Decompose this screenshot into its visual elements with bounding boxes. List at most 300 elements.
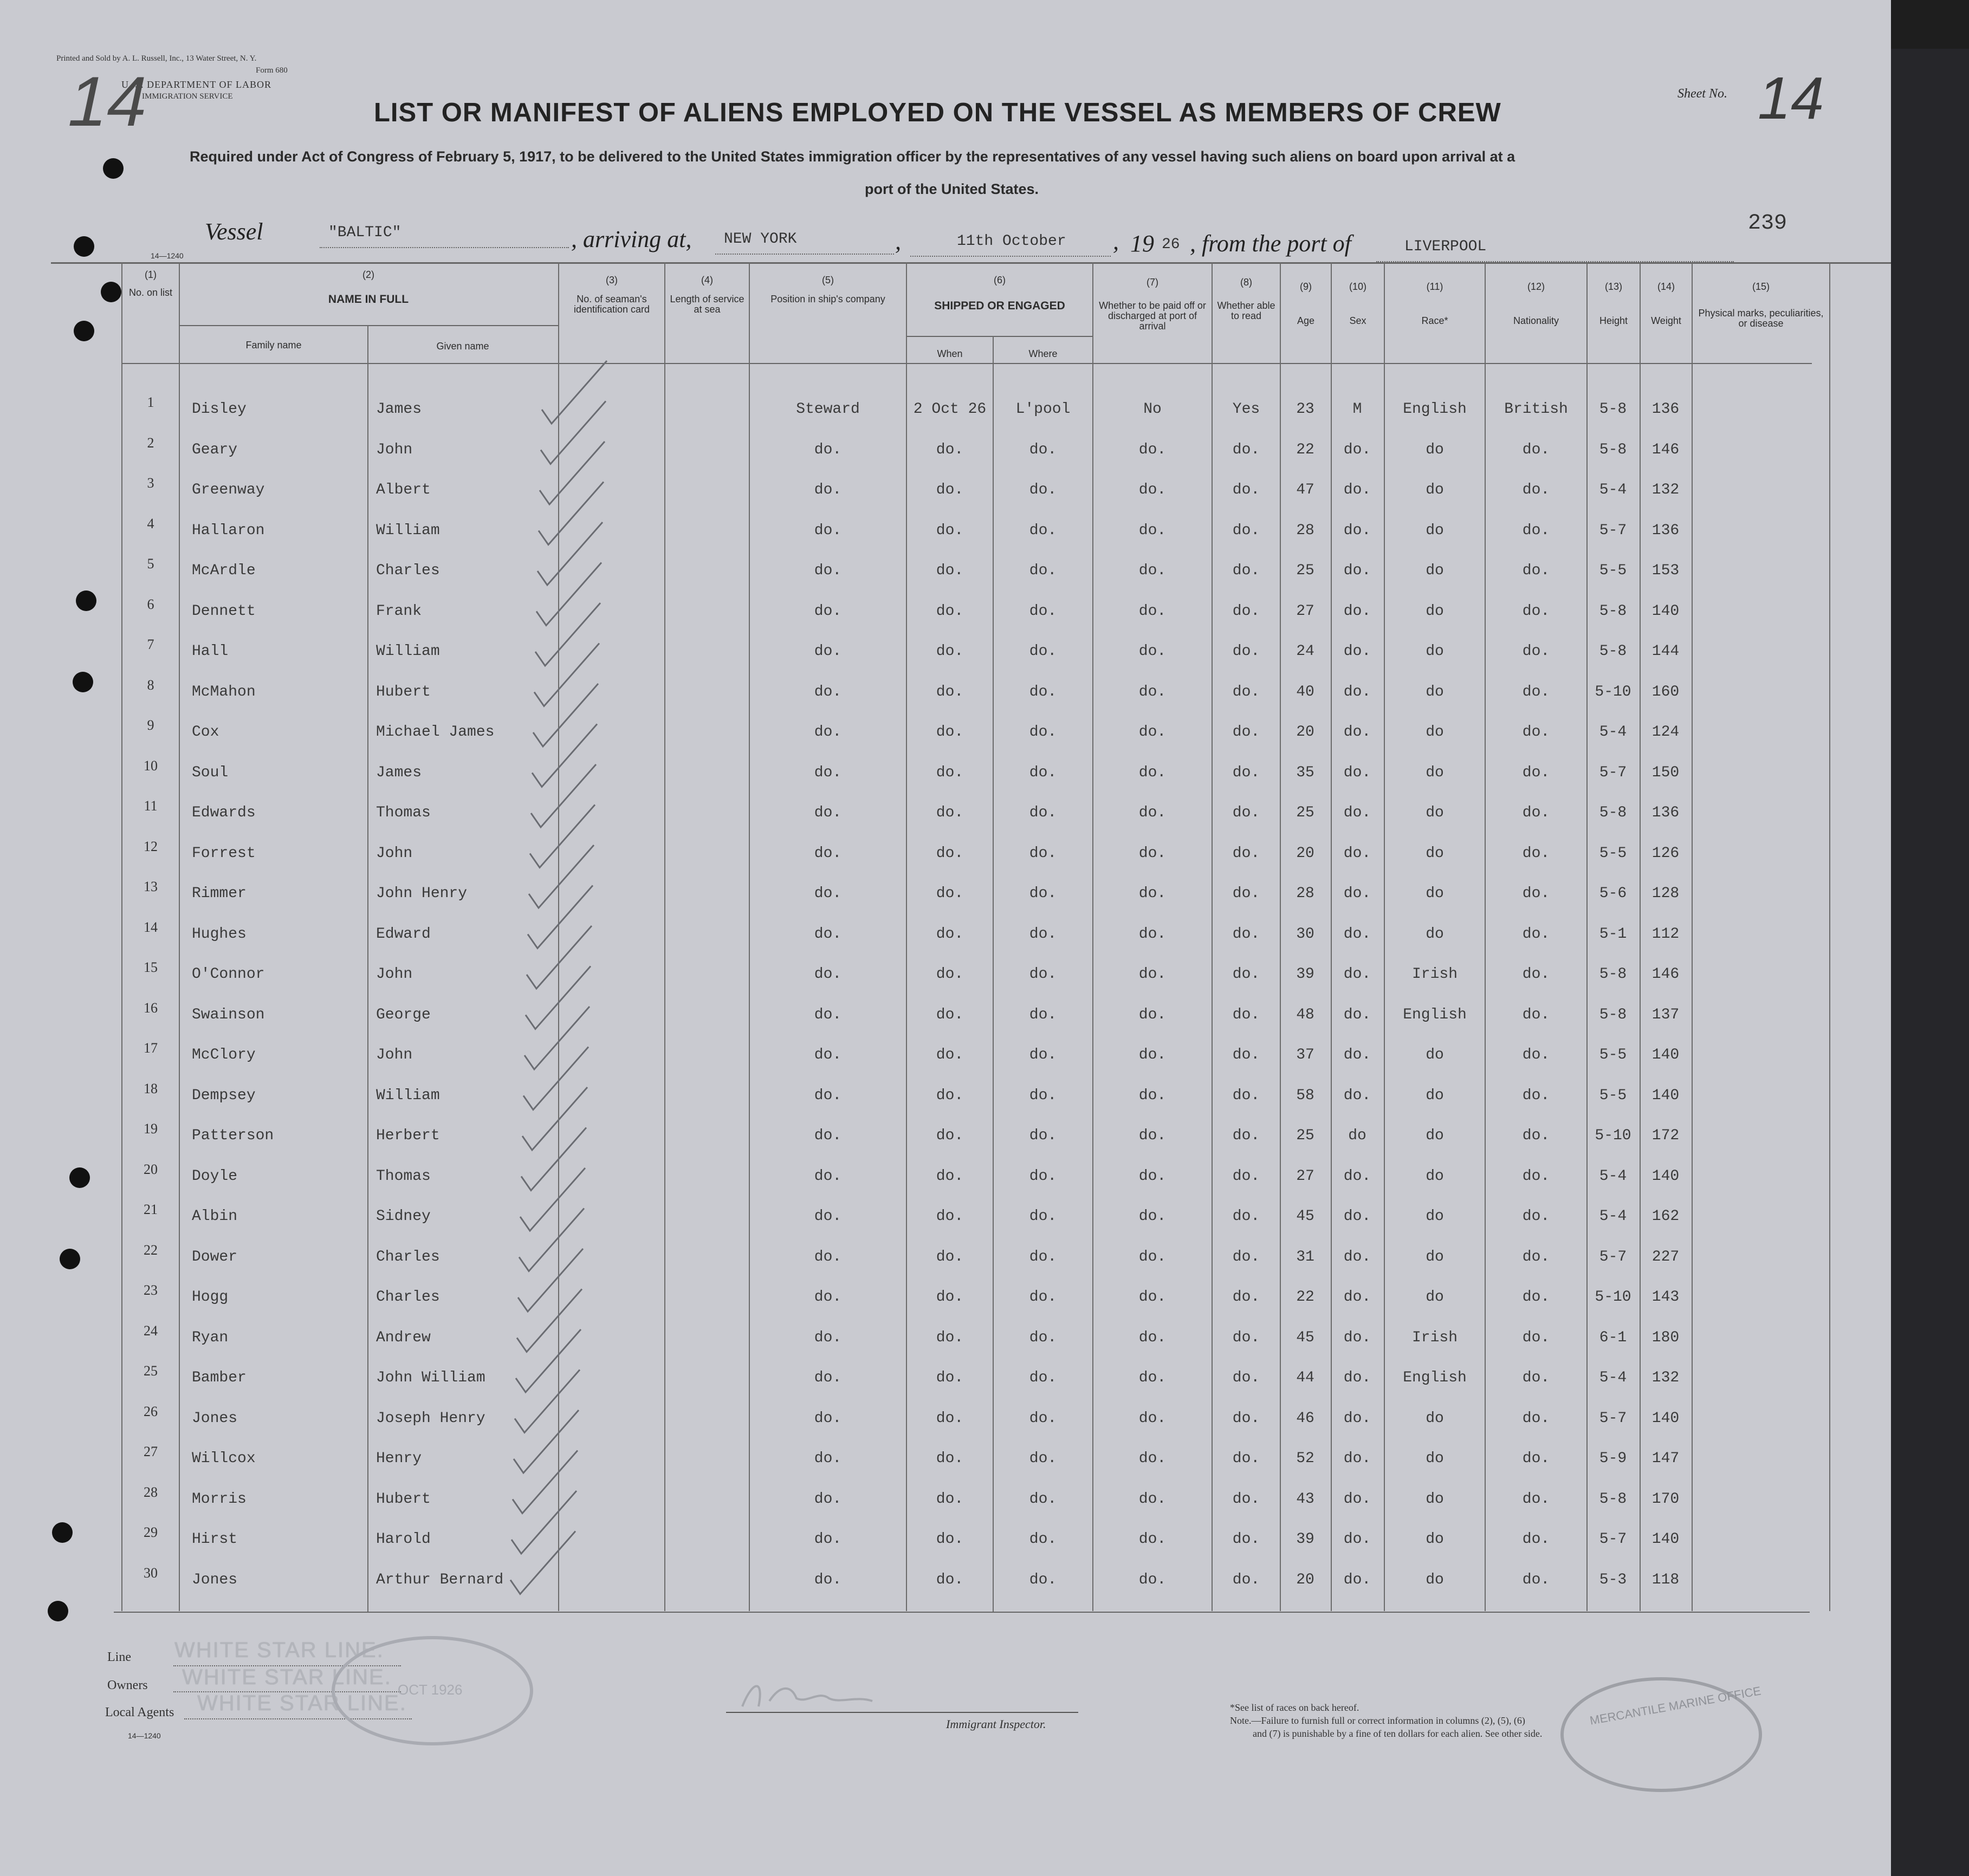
vessel-name: "BALTIC": [328, 224, 401, 241]
penalty-note-line1: Note.—Failure to furnish full or correct information in columns (2), (5), (6): [1230, 1715, 1525, 1726]
sex: do.: [1343, 1490, 1371, 1508]
given-name: James: [376, 764, 422, 781]
age: 28: [1296, 885, 1314, 902]
able-to-read: do.: [1232, 1450, 1260, 1467]
family-name: McMahon: [192, 683, 256, 700]
given-name: Hubert: [376, 683, 431, 700]
nationality: do.: [1522, 966, 1550, 983]
paid-off: do.: [1138, 482, 1167, 498]
family-name-header: Family name: [245, 340, 302, 350]
inspector-label: Immigrant Inspector.: [946, 1717, 1046, 1731]
departure-port: LIVERPOOL: [1404, 238, 1487, 255]
arrival-date: 11th October: [957, 233, 1066, 250]
col8-header: (8) Whether able to read: [1217, 277, 1275, 321]
given-name: Arthur Bernard: [376, 1571, 504, 1588]
race: do: [1426, 643, 1444, 660]
given-name: Herbert: [376, 1127, 440, 1144]
form-code: 14—1240: [151, 251, 184, 260]
age: 30: [1296, 925, 1314, 943]
able-to-read: do.: [1232, 1490, 1260, 1508]
check-mark: [527, 926, 592, 989]
row-number: 15: [144, 959, 158, 975]
paid-off: do.: [1138, 1410, 1167, 1427]
height: 5-8: [1599, 1006, 1627, 1023]
shipped-when: do.: [936, 925, 964, 943]
position: do.: [814, 1571, 842, 1588]
row-number: 13: [144, 879, 158, 894]
row-number: 16: [144, 999, 158, 1016]
able-to-read: do.: [1232, 441, 1260, 458]
row-number: 7: [147, 637, 154, 652]
given-name: Joseph Henry: [376, 1410, 485, 1427]
family-name: Edwards: [192, 804, 256, 821]
check-mark: [521, 1128, 586, 1191]
sheet-label: Sheet No.: [1677, 87, 1727, 101]
age: 37: [1296, 1047, 1314, 1063]
able-to-read: do.: [1232, 1369, 1260, 1386]
race: do: [1426, 1531, 1444, 1548]
race: do: [1426, 683, 1444, 700]
sex: do.: [1343, 925, 1371, 943]
paid-off: do.: [1138, 1047, 1167, 1063]
able-to-read: do.: [1232, 602, 1260, 620]
check-mark: [513, 1451, 578, 1514]
age: 22: [1296, 441, 1314, 458]
given-name: Thomas: [376, 804, 431, 821]
race: do: [1426, 482, 1444, 498]
sex: do.: [1343, 1208, 1371, 1225]
position: do.: [814, 724, 842, 741]
race: do: [1426, 562, 1444, 579]
able-to-read: do.: [1232, 482, 1260, 498]
age: 39: [1296, 966, 1314, 983]
position: do.: [814, 1167, 842, 1185]
shipped-where: do.: [1029, 1208, 1057, 1225]
age: 58: [1296, 1087, 1314, 1104]
race: English: [1403, 1006, 1467, 1023]
weight: 132: [1651, 482, 1680, 498]
shipped-when: do.: [936, 1369, 964, 1386]
family-name: Swainson: [192, 1006, 265, 1023]
nationality: do.: [1522, 1127, 1550, 1144]
vessel-label: Vessel: [205, 218, 263, 245]
check-mark: [532, 724, 597, 787]
col2-header: (2) NAME IN FULL: [328, 269, 409, 306]
sex: do.: [1343, 764, 1371, 781]
family-name: Hirst: [192, 1531, 238, 1548]
race: do: [1426, 925, 1444, 943]
position: do.: [814, 1047, 842, 1063]
shipped-when: do.: [936, 804, 964, 821]
position: do.: [814, 482, 842, 498]
sex: do.: [1343, 522, 1371, 539]
shipped-where: do.: [1029, 602, 1057, 620]
nationality: do.: [1522, 1450, 1550, 1467]
weight: 132: [1651, 1369, 1680, 1386]
family-name: Hallaron: [192, 522, 265, 539]
nationality: do.: [1522, 724, 1550, 741]
check-mark: [535, 603, 600, 666]
row-number: 30: [144, 1565, 158, 1581]
check-mark: [522, 1087, 587, 1150]
weight: 136: [1651, 804, 1680, 821]
age: 35: [1296, 764, 1314, 781]
family-name: Greenway: [192, 482, 265, 498]
check-mark: [516, 1329, 581, 1392]
given-name: Charles: [376, 1289, 440, 1306]
sex: do.: [1343, 643, 1371, 660]
family-name: Rimmer: [192, 885, 247, 902]
row-number: 10: [144, 757, 158, 774]
col14-header: (14) Weight: [1651, 281, 1681, 326]
footer-form-code: 14—1240: [128, 1731, 161, 1740]
height: 5-10: [1595, 683, 1631, 700]
nationality: do.: [1522, 683, 1550, 700]
shipped-where: do.: [1029, 441, 1057, 458]
paid-off: do.: [1138, 966, 1167, 983]
age: 39: [1296, 1531, 1314, 1548]
manifest-sheet: Printed and Sold by A. L. Russell, Inc., 13 Water Street, N. Y. Form 680 U. S. DEPARTMENT OF LABOR IMMIGRATION SERVICE 14 Sheet No. 14 LIST OR MANIFEST OF ALIENS EMPLOYED ON THE VESSEL AS MEMBERS OF CREW Required under Act of Congress of February 5, 1917, to be delivered to the United States immigration officer by the representatives of any vessel having such aliens on board upon arrival at a port of the United States. 239 Vessel "BALTIC" , arriving at, NEW YORK , 11th October , 19 26 , from the port of LIVERPOOL 14—1240 (1) No. on list (2) NAME IN FULL Family name Given name (3) No. of seaman's identification card (4) Length of service at sea (5) Position in ship's company (6) SHIPPED OR ENGAGED When Where (7) Whether to be paid off or discharged at port of arrival (8) Whether able to read (9) Age (10) Sex (11) Race* (12) Nationality (13) Height (14) Weight (15) Physical marks, peculiarities, or disease 1 Disley James Steward 2 Oct 26 L'pool No Yes 23 M English British 5-8 136 2 Geary John do. do. do. do. do. 22 do. do do. 5-8 146 3 Greenway Albert do. do. do. do. do. 47 do. do do. 5-4 132 4 Hallaron William do. do. do. do. do. 28 do. do do. 5-7 136 5 McArdle Charles do. do. do. do. do. 25 do. do do. 5-5 153 6 Dennett Frank do. do. do. do. do. 27 do. do do. 5-8 140 7 Hall William do. do. do. do. do. 24 do. do do. 5-8 144 8 McMahon Hubert do. do. do. do. do. 40 do. do do. 5-10 160 9 Cox Michael James do. do. do. do. do. 20 do. do do. 5-4 124 10 Soul James do. do. do. do. do. 35 do. do do. 5-7 150 11 Edwards Thomas do. do. do. do. do. 25 do. do do. 5-8 136 12 Forrest John do. do. do. do. do. 20 do. do do. 5-5 126 13 Rimmer John Henry do. do. do. do. do. 28 do. do do. 5-6 128 14 Hughes Edward do. do. do. do. do. 30 do. do do. 5-1 112 15 O'Connor John do. do. do. do. do. 39 do. Irish do. 5-8 146 16 Swainson George do. do. do. do. do. 48 do. English do. 5-8 137 17 McClory John do. do. do. do. do. 37 do. do do. 5-5 140 18 Dempsey William do. do. do. do. do. 58 do. do do. 5-5 140 19 Patterson Herbert do. do. do. do. do. 25 do do do. 5-10 172 20 Doyle Thomas do. do. do. do. do. 27 do. do do. 5-4 140 21 Albin Sidney do. do. do. do. do. 45 do. do do. 5-4 162 22 Dower Charles do. do. do. do. do. 31 do. do do. 5-7 227 23 Hogg Charles do. do. do. do. do. 22 do. do do. 5-10 143 24 Ryan Andrew do. do. do. do. do. 45 do. Irish do. 6-1 180 25 Bamber John William do. do. do. do. do. 44 do. English do. 5-4 132 26 Jones Joseph Henry do. do. do. do. do. 46 do. do do. 5-7 140 27 Willcox Henry do. do. do. do. do. 52 do. do do. 5-9 147 28 Morris Hubert do. do. do. do. do. 43 do. do do. 5-8 170 29 Hirst Harold do. do. do. do. do. 39 do. do do. 5-7 140 30 Jones Arthur Bernard do. do. do. do. do. 20 do. do do. 5-3 118 Line WHITE STAR LINE. Owners WHITE STAR LINE. Local Agents WHITE STAR LINE. 14—1240 OCT 1926 Immigrant Inspector. *See list of races on back hereof. Note.—Failure to furnish full or correct information in columns (2), (5), (6) and (7) is punishable by a fine of ten dollars for each alien. See other side. MERCANTILE MARINE OFFICE: [0, 0, 1891, 1876]
nationality: do.: [1522, 1329, 1550, 1346]
age: 40: [1296, 683, 1314, 700]
col10-header: (10) Sex: [1349, 281, 1366, 326]
check-mark: [541, 401, 606, 464]
shipped-where: do.: [1029, 482, 1057, 498]
weight: 136: [1651, 522, 1680, 539]
height: 5-8: [1599, 643, 1627, 660]
weight: 128: [1651, 885, 1680, 902]
able-to-read: do.: [1232, 1248, 1260, 1265]
age: 20: [1296, 724, 1314, 741]
height: 5-10: [1595, 1289, 1631, 1306]
weight: 160: [1651, 683, 1680, 700]
given-name: John: [376, 1047, 413, 1063]
height: 5-7: [1599, 522, 1627, 539]
given-name: Henry: [376, 1450, 422, 1467]
shipped-where: do.: [1029, 1087, 1057, 1104]
check-mark: [514, 1410, 579, 1473]
shipped-when: 2 Oct 26: [913, 401, 987, 418]
age: 43: [1296, 1490, 1314, 1508]
family-name: Willcox: [192, 1450, 256, 1467]
given-name: John Henry: [376, 885, 468, 902]
family-name: Cox: [192, 724, 219, 741]
where-header: Where: [1028, 348, 1058, 359]
shipped-when: do.: [936, 1329, 964, 1346]
height: 5-3: [1599, 1571, 1627, 1588]
height: 5-8: [1599, 966, 1627, 983]
nationality: do.: [1522, 482, 1550, 498]
position: do.: [814, 1490, 842, 1508]
weight: 137: [1651, 1006, 1680, 1023]
sex: do.: [1343, 1248, 1371, 1265]
row-number: 8: [147, 677, 154, 693]
race: do: [1426, 1167, 1444, 1185]
height: 5-7: [1599, 1531, 1627, 1548]
height: 5-8: [1599, 602, 1627, 620]
line-label: Line: [107, 1650, 131, 1664]
check-mark: [515, 1370, 580, 1433]
race: do: [1426, 441, 1444, 458]
race: do: [1426, 1490, 1444, 1508]
shipped-where: do.: [1029, 1571, 1057, 1588]
height: 5-7: [1599, 1248, 1627, 1265]
row-number: 17: [144, 1040, 158, 1056]
race: do: [1426, 1450, 1444, 1467]
paid-off: do.: [1138, 602, 1167, 620]
race: do: [1426, 602, 1444, 620]
race: do: [1426, 1087, 1444, 1104]
sex: do.: [1343, 683, 1371, 700]
paid-off: do.: [1138, 1490, 1167, 1508]
given-name: Hubert: [376, 1490, 431, 1508]
row-number: 20: [144, 1161, 158, 1177]
given-name: William: [376, 522, 440, 539]
shipped-where: do.: [1029, 764, 1057, 781]
shipped-when: do.: [936, 1490, 964, 1508]
position: do.: [814, 1248, 842, 1265]
age: 45: [1296, 1208, 1314, 1225]
nationality: do.: [1522, 1369, 1550, 1386]
family-name: Disley: [192, 401, 247, 418]
check-mark: [533, 684, 598, 746]
shipped-where: do.: [1029, 1450, 1057, 1467]
page-title: LIST OR MANIFEST OF ALIENS EMPLOYED ON THE VESSEL AS MEMBERS OF CREW: [374, 98, 1501, 127]
age: 48: [1296, 1006, 1314, 1023]
col5-header: (5) Position in ship's company: [770, 275, 885, 304]
able-to-read: do.: [1232, 1167, 1260, 1185]
nationality: do.: [1522, 1531, 1550, 1548]
family-name: Hughes: [192, 925, 247, 943]
weight: 180: [1651, 1329, 1680, 1346]
shipped-when: do.: [936, 1248, 964, 1265]
sex: do.: [1343, 602, 1371, 620]
family-name: Bamber: [192, 1369, 247, 1386]
row-number: 23: [144, 1282, 158, 1298]
check-mark: [539, 482, 604, 545]
nationality: do.: [1522, 1167, 1550, 1185]
shipped-when: do.: [936, 441, 964, 458]
sex: do.: [1343, 966, 1371, 983]
shipped-when: do.: [936, 522, 964, 539]
position: do.: [814, 966, 842, 983]
position: do.: [814, 683, 842, 700]
weight: 146: [1651, 441, 1680, 458]
given-name-header: Given name: [436, 341, 489, 352]
col11-header: (11) Race*: [1421, 281, 1448, 326]
position: do.: [814, 441, 842, 458]
owners-label: Owners: [107, 1678, 148, 1692]
shipped-when: do.: [936, 1531, 964, 1548]
col13-header: (13) Height: [1599, 281, 1628, 326]
race: do: [1426, 1047, 1444, 1063]
year-prefix: 19: [1130, 230, 1154, 257]
col1-header: (1) No. on list: [128, 269, 173, 298]
paid-off: do.: [1138, 1369, 1167, 1386]
shipped-where: do.: [1029, 643, 1057, 660]
given-name: James: [376, 401, 422, 418]
row-number: 24: [144, 1322, 158, 1339]
weight: 112: [1651, 925, 1680, 943]
age: 24: [1296, 643, 1314, 660]
given-name: Charles: [376, 1248, 440, 1265]
position: do.: [814, 1289, 842, 1306]
given-name: Charles: [376, 562, 440, 579]
check-mark: [518, 1249, 583, 1312]
able-to-read: do.: [1232, 925, 1260, 943]
weight: 126: [1651, 845, 1680, 862]
height: 5-8: [1599, 401, 1627, 418]
family-name: Geary: [192, 441, 238, 458]
family-name: Forrest: [192, 845, 256, 862]
given-name: Frank: [376, 602, 422, 620]
given-name: William: [376, 643, 440, 660]
sex: do.: [1343, 1167, 1371, 1185]
weight: 144: [1651, 643, 1680, 660]
check-mark: [530, 805, 595, 868]
family-name: Patterson: [192, 1127, 274, 1144]
row-number: 11: [144, 798, 158, 814]
row-number: 3: [147, 475, 154, 491]
col3-header: (3) No. of seaman's identification card: [573, 275, 650, 315]
check-mark: [536, 563, 601, 626]
position: do.: [814, 1329, 842, 1346]
check-mark: [528, 886, 593, 949]
check-mark: [510, 1531, 575, 1594]
nationality: do.: [1522, 1208, 1550, 1225]
shipped-where: do.: [1029, 522, 1057, 539]
able-to-read: do.: [1232, 1208, 1260, 1225]
able-to-read: do.: [1232, 522, 1260, 539]
paid-off: do.: [1138, 683, 1167, 700]
shipped-when: do.: [936, 1571, 964, 1588]
local-agents-stamp: WHITE STAR LINE.: [197, 1691, 407, 1715]
paid-off: do.: [1138, 1167, 1167, 1185]
row-number: 28: [144, 1484, 158, 1500]
nationality: do.: [1522, 1571, 1550, 1588]
row-number: 22: [144, 1242, 158, 1258]
row-number: 4: [147, 515, 154, 531]
able-to-read: do.: [1232, 1571, 1260, 1588]
shipped-where: do.: [1029, 804, 1057, 821]
nationality: do.: [1522, 885, 1550, 902]
row-number: 27: [144, 1444, 158, 1459]
height: 5-5: [1599, 1087, 1627, 1104]
paid-off: do.: [1138, 1450, 1167, 1467]
family-name: Soul: [192, 764, 229, 781]
nationality: do.: [1522, 1289, 1550, 1306]
able-to-read: do.: [1232, 724, 1260, 741]
weight: 147: [1651, 1450, 1680, 1467]
shipped-where: do.: [1029, 1369, 1057, 1386]
nationality: do.: [1522, 602, 1550, 620]
age: 52: [1296, 1450, 1314, 1467]
check-mark: [526, 966, 591, 1029]
able-to-read: do.: [1232, 1329, 1260, 1346]
paid-off: do.: [1138, 885, 1167, 902]
sex: do.: [1343, 482, 1371, 498]
shipped-when: do.: [936, 885, 964, 902]
race: do: [1426, 885, 1444, 902]
weight: 146: [1651, 966, 1680, 983]
check-mark: [531, 764, 596, 827]
age: 20: [1296, 1571, 1314, 1588]
given-name: Harold: [376, 1531, 431, 1548]
weight: 170: [1651, 1490, 1680, 1508]
given-name: John William: [376, 1369, 485, 1386]
nationality: do.: [1522, 522, 1550, 539]
age: 27: [1296, 602, 1314, 620]
shipped-when: do.: [936, 845, 964, 862]
sex: do.: [1343, 804, 1371, 821]
nationality: do.: [1522, 804, 1550, 821]
sex: do.: [1343, 441, 1371, 458]
position: do.: [814, 764, 842, 781]
scan-edge: [1891, 49, 1969, 1876]
col15-header: (15) Physical marks, peculiarities, or disease: [1698, 281, 1824, 329]
col4-header: (4) Length of service at sea: [670, 275, 744, 315]
height: 5-4: [1599, 482, 1627, 498]
weight: 140: [1651, 1167, 1680, 1185]
shipped-where: do.: [1029, 925, 1057, 943]
weight: 140: [1651, 1087, 1680, 1104]
shipped-when: do.: [936, 1410, 964, 1427]
requirement-text-line2: port of the United States.: [865, 181, 1039, 197]
agency-stamp-date: OCT 1926: [398, 1682, 463, 1698]
shipped-when: do.: [936, 966, 964, 983]
paid-off: do.: [1138, 562, 1167, 579]
family-name: Jones: [192, 1571, 238, 1588]
paid-off: do.: [1138, 441, 1167, 458]
height: 5-10: [1595, 1127, 1631, 1144]
requirement-text-line1: Required under Act of Congress of February 5, 1917, to be delivered to the United States immigration officer by the representatives of any vessel having such aliens on board upon arrival at a: [190, 148, 1515, 165]
arriving-label: , arriving at,: [571, 226, 692, 252]
nationality: British: [1504, 401, 1568, 418]
check-mark: [519, 1209, 584, 1271]
paid-off: do.: [1138, 1571, 1167, 1588]
check-mark: [540, 442, 605, 504]
shipped-where: do.: [1029, 1289, 1057, 1306]
check-mark: [534, 644, 599, 706]
position: Steward: [796, 401, 860, 418]
able-to-read: do.: [1232, 1047, 1260, 1063]
able-to-read: do.: [1232, 1289, 1260, 1306]
sex: do.: [1343, 1047, 1371, 1063]
age: 46: [1296, 1410, 1314, 1427]
family-name: Hogg: [192, 1289, 229, 1306]
race: do: [1426, 1571, 1444, 1588]
race: do: [1426, 724, 1444, 741]
check-mark: [523, 1047, 588, 1110]
paid-off: do.: [1138, 1087, 1167, 1104]
paid-off: No: [1143, 401, 1162, 418]
check-mark: [529, 845, 594, 908]
row-number: 12: [144, 838, 158, 854]
nationality: do.: [1522, 764, 1550, 781]
weight: 172: [1651, 1127, 1680, 1144]
weight: 153: [1651, 562, 1680, 579]
shipped-when: do.: [936, 562, 964, 579]
paid-off: do.: [1138, 1006, 1167, 1023]
given-name: John: [376, 966, 413, 983]
position: do.: [814, 1006, 842, 1023]
row-number: 1: [147, 394, 154, 410]
age: 45: [1296, 1329, 1314, 1346]
family-name: Doyle: [192, 1167, 238, 1185]
paid-off: do.: [1138, 724, 1167, 741]
when-header: When: [937, 348, 963, 359]
row-number: 9: [147, 717, 154, 733]
